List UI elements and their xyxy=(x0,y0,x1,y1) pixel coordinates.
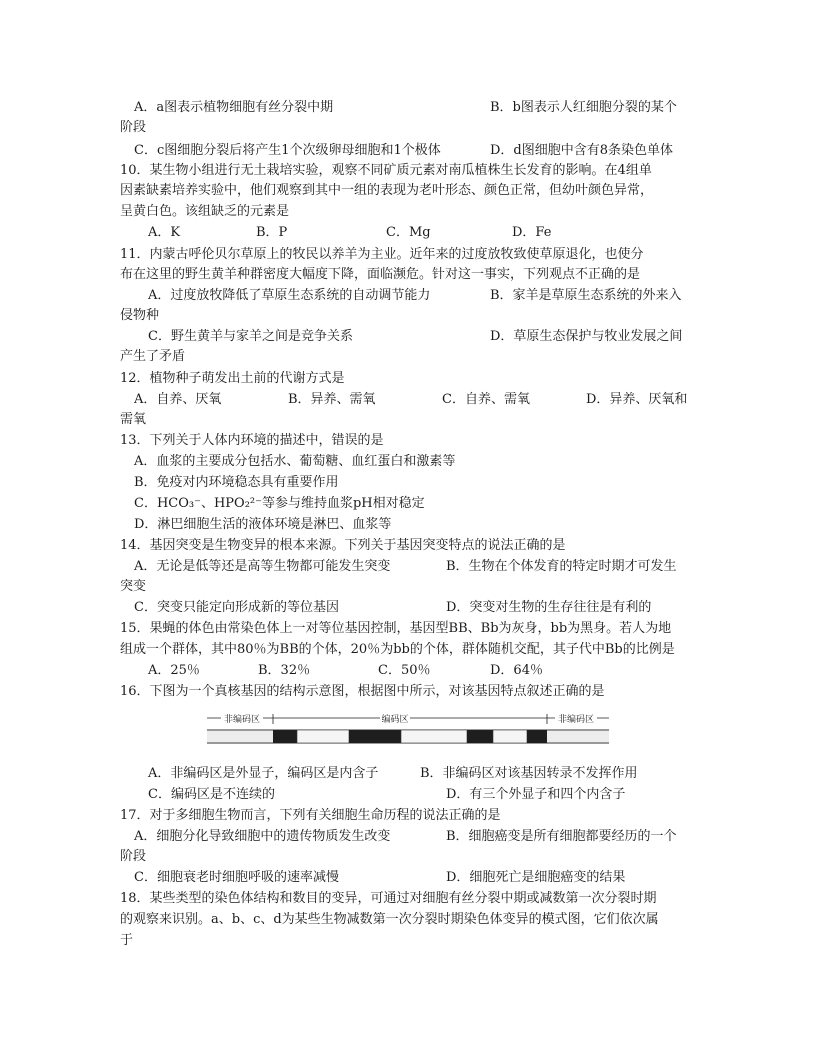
intron-block-2 xyxy=(401,730,467,743)
q10-stem-line3: 呈黄白色。该组缺乏的元素是 xyxy=(120,204,290,219)
q17-option-b: B．细胞癌变是所有细胞都要经历的一个 xyxy=(446,829,677,844)
q11-option-b-cont: 侵物种 xyxy=(120,308,160,323)
label-left-noncoding: 非编码区 xyxy=(223,715,261,725)
q18-stem-line3: 于 xyxy=(120,933,134,948)
q17-stem: 17．对于多细胞生物而言，下列有关细胞生命历程的说法正确的是 xyxy=(120,808,501,823)
q14-option-a: A．无论是低等还是高等生物都可能发生突变 xyxy=(134,559,391,574)
q9-option-a: A．a图表示植物细胞有丝分裂中期 xyxy=(134,100,334,115)
q14-option-b-cont: 突变 xyxy=(120,579,147,594)
q11-option-a: A．过度放牧降低了草原生态系统的自动调节能力 xyxy=(148,288,431,303)
q11-stem-line1: 11．内蒙古呼伦贝尔草原上的牧民以养羊为主业。近年来的过度放牧致使草原退化，也使分 xyxy=(120,247,644,262)
exon-block-4 xyxy=(527,730,547,743)
q15-stem-line1: 15．果蝇的体色由常染色体上一对等位基因控制，基因型BB、Bb为灰身，bb为黑身。若人为地 xyxy=(120,621,672,636)
q12-option-a: A．自养、厌氧 xyxy=(134,392,222,407)
q13-stem: 13．下列关于人体内环境的描述中，错误的是 xyxy=(120,433,384,448)
q12-option-d: D．异养、厌氧和 xyxy=(586,392,688,407)
q12-option-d-cont: 需氧 xyxy=(120,412,147,427)
gene-structure-diagram xyxy=(207,710,609,760)
intron-block-1 xyxy=(297,730,349,743)
q16-option-c: C．编码区是不连续的 xyxy=(148,787,275,802)
q18-stem-line1: 18．某些类型的染色体结构和数目的变异，可通过对细胞有丝分裂中期或减数第一次分裂时期 xyxy=(120,891,657,906)
q14-option-b: B．生物在个体发育的特定时期才可发生 xyxy=(446,559,677,574)
q16-option-b: B．非编码区对该基因转录不发挥作用 xyxy=(420,766,638,781)
q13-option-b: B．免疫对内环境稳态具有重要作用 xyxy=(134,475,339,490)
q11-option-d-cont: 产生了矛盾 xyxy=(120,349,186,364)
q15-option-a: A．25％ xyxy=(148,663,200,678)
q12-option-b: B．异养、需氧 xyxy=(288,392,376,407)
intron-block-3 xyxy=(493,730,527,743)
q10-stem-line2: 因素缺素培养实验中，他们观察到其中一组的表现为老叶形态、颜色正常，但幼叶颜色异常， xyxy=(120,183,654,198)
q13-option-c: C．HCO₃⁻、HPO₂²⁻等参与维持血浆pH相对稳定 xyxy=(134,496,425,511)
q15-option-c: C．50％ xyxy=(378,663,431,678)
exon-block-1 xyxy=(273,730,297,743)
q17-option-a: A．细胞分化导致细胞中的遗传物质发生改变 xyxy=(134,829,391,844)
q17-option-b-cont: 阶段 xyxy=(120,849,147,864)
q16-stem: 16．下图为一个真核基因的结构示意图，根据图中所示，对该基因特点叙述正确的是 xyxy=(120,684,605,699)
q11-stem-line2: 布在这里的野生黄羊种群密度大幅度下降，面临濒危。针对这一事实，下列观点不正确的是 xyxy=(120,267,641,282)
q14-option-c: C．突变只能定向形成新的等位基因 xyxy=(134,600,339,615)
exon-block-2 xyxy=(349,730,401,743)
q9-option-b-cont: 阶段 xyxy=(120,120,147,135)
q18-stem-line2: 的观察来识别。a、b、c、d为某些生物减数第一次分裂时期染色体变异的模式图，它们依次属 xyxy=(120,912,659,927)
q15-option-b: B．32％ xyxy=(258,663,311,678)
label-right-noncoding: 非编码区 xyxy=(557,715,595,725)
q9-option-c: C．c图细胞分裂后将产生1个次级卵母细胞和1个极体 xyxy=(134,143,441,158)
q15-option-d: D．64％ xyxy=(490,663,543,678)
q10-option-a: A．K xyxy=(148,225,181,240)
q17-option-d: D．细胞死亡是细胞癌变的结果 xyxy=(446,870,626,885)
q11-option-b: B．家羊是草原生态系统的外来入 xyxy=(490,288,682,303)
q9-option-d: D．d图细胞中含有8条染色单体 xyxy=(490,143,674,158)
q12-stem: 12．植物种子萌发出土前的代谢方式是 xyxy=(120,371,345,386)
q16-option-d: D．有三个外显子和四个内含子 xyxy=(446,787,626,802)
q9-option-b: B．b图表示人红细胞分裂的某个 xyxy=(490,100,677,115)
q13-option-a: A．血浆的主要成分包括水、葡萄糖、血红蛋白和激素等 xyxy=(134,454,456,469)
q10-option-b: B．P xyxy=(256,225,288,240)
q11-option-d: D．草原生态保护与牧业发展之间 xyxy=(490,329,683,344)
q15-stem-line2: 组成一个群体，其中80％为BB的个体，20％为bb的个体，群体随机交配，其子代中Bb的比例是 xyxy=(120,642,675,657)
q16-option-a: A．非编码区是外显子，编码区是内含子 xyxy=(148,766,379,781)
q13-option-d: D．淋巴细胞生活的液体环境是淋巴、血浆等 xyxy=(134,517,392,532)
q17-option-c: C．细胞衰老时细胞呼吸的速率减慢 xyxy=(134,870,339,885)
q10-option-d: D．Fe xyxy=(512,225,552,240)
q10-stem-line1: 10．某生物小组进行无土栽培实验，观察不同矿质元素对南瓜植株生长发育的影响。在4组单 xyxy=(120,163,652,178)
q12-option-c: C．自养、需氧 xyxy=(442,392,530,407)
exon-block-3 xyxy=(467,730,493,743)
q14-option-d: D．突变对生物的生存往往是有利的 xyxy=(446,600,652,615)
q10-option-c: C．Mg xyxy=(386,225,431,240)
q11-option-c: C．野生黄羊与家羊之间是竞争关系 xyxy=(148,329,353,344)
q14-stem: 14．基因突变是生物变异的根本来源。下列关于基因突变特点的说法正确的是 xyxy=(120,538,566,553)
label-coding-region: 编码区 xyxy=(381,715,409,725)
